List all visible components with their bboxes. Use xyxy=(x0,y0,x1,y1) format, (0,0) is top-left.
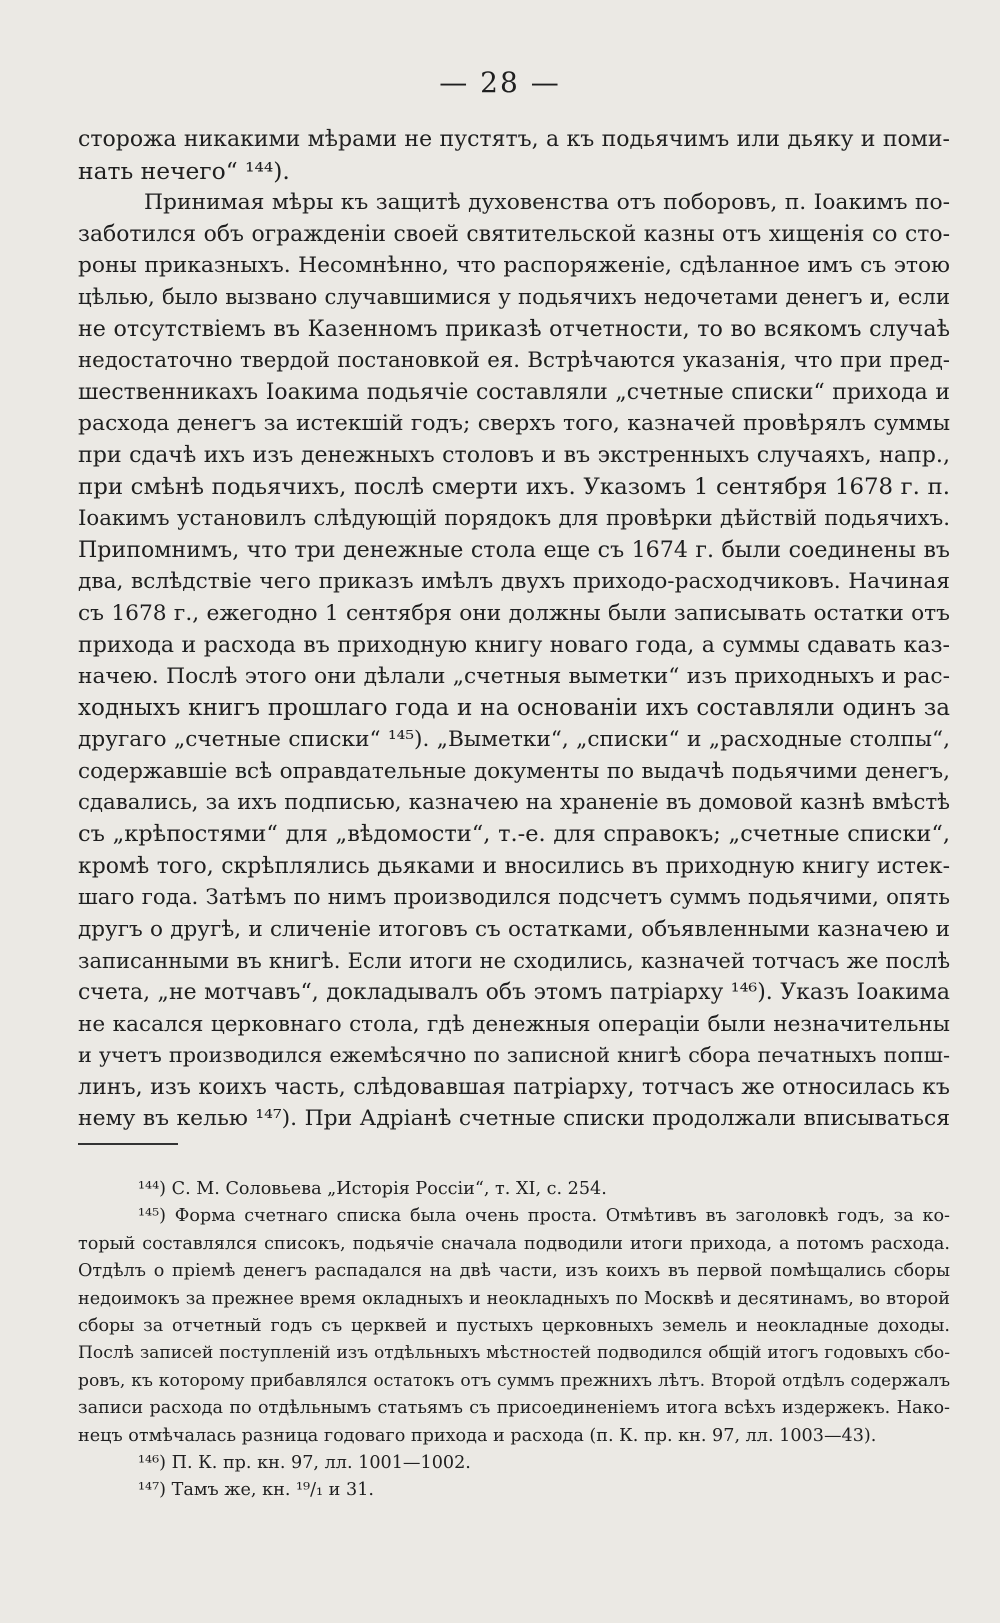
text-line: два, вслѣдствіе чего приказъ имѣлъ двухъ приходо-расходчиковъ. Начиная xyxy=(78,569,950,595)
main-text xyxy=(78,124,950,1135)
text-line: и учетъ производился ежемѣсячно по записной книгѣ сбора печатныхъ попш- xyxy=(78,1043,950,1068)
footnote-line: ¹⁴⁵) Форма счетнаго списка была очень проста. Отмѣтивъ въ заголовкѣ годъ, за ко- xyxy=(138,1206,950,1227)
text-line: съ „крѣпостями“ для „вѣдомости“, т.-е. для справокъ; „счетные списки“, xyxy=(78,821,950,848)
text-line: роны приказныхъ. Несомнѣнно, что распоряженіе, сдѣланное имъ съ этою xyxy=(78,253,950,279)
text-line: прихода и расхода въ приходную книгу новаго года, а суммы сдавать каз- xyxy=(78,631,950,658)
footnote-line: нецъ отмѣчалась разница годоваго прихода и расхода (п. К. пр. кн. 97, лл. 1003—43). xyxy=(78,1425,877,1446)
text-line: Припомнимъ, что три денежные стола еще съ 1674 г. были соединены въ xyxy=(78,536,950,563)
text-line: начею. Послѣ этого они дѣлали „счетныя выметки“ изъ приходныхъ и рас- xyxy=(78,664,950,690)
text-line: шественникахъ Іоакима подьячіе составляли „счетные списки“ прихода и xyxy=(78,379,950,405)
text-line: шаго года. Затѣмъ по нимъ производился подсчетъ суммъ подьячими, опять xyxy=(78,885,950,911)
text-line: не отсутствіемъ въ Казенномъ приказѣ отчетности, то во всякомъ случаѣ xyxy=(78,315,950,342)
text-line: недостаточно твердой постановкой ея. Встрѣчаются указанія, что при пред- xyxy=(78,348,950,374)
text-line: другъ о другѣ, и сличеніе итоговъ съ остатками, объявленными казначею и xyxy=(78,916,950,942)
text-line: при смѣнѣ подьячихъ, послѣ смерти ихъ. Указомъ 1 сентября 1678 г. п. xyxy=(78,473,950,500)
text-line: нему въ келью ¹⁴⁷). При Адріанѣ счетные списки продолжали вписываться xyxy=(78,1106,950,1132)
text-line: не касался церковнаго стола, гдѣ денежныя операціи были незначительны xyxy=(78,1011,950,1037)
text-line: Іоакимъ установилъ слѣдующій порядокъ для провѣрки дѣйствій подьячихъ. xyxy=(78,506,950,532)
text-line: съ 1678 г., ежегодно 1 сентября они должны были записывать остатки отъ xyxy=(78,600,950,626)
footnote-line: недоимокъ за прежнее время окладныхъ и неокладныхъ по Москвѣ и десятинамъ, во второй xyxy=(78,1288,950,1309)
text-line: кромѣ того, скрѣплялись дьяками и вносились въ приходную книгу истек- xyxy=(78,853,950,879)
footnote-line: торый составлялся списокъ, подьячіе сначала подводили итоги прихода, а потомъ расхода. xyxy=(78,1233,950,1254)
footnotes xyxy=(78,1176,950,1505)
footnote-line: сборы за отчетный годъ съ церквей и пустыхъ церковныхъ земель и неокладные доходы. xyxy=(78,1316,950,1337)
text-line: при сдачѣ ихъ изъ денежныхъ столовъ и въ экстренныхъ случаяхъ, напр., xyxy=(78,441,950,468)
footnote-line: Послѣ записей поступленій изъ отдѣльныхъ мѣстностей подводился общій итогъ годовыхъ сбо- xyxy=(78,1343,950,1364)
text-line: содержавшіе всѣ оправдательные документы по выдачѣ подьячими денегъ, xyxy=(78,758,950,784)
text-line: ходныхъ книгъ прошлаго года и на основаніи ихъ составляли одинъ за xyxy=(78,694,950,721)
text-line: записанными въ книгѣ. Если итоги не сходились, казначей тотчасъ же послѣ xyxy=(78,948,950,974)
text-line: другаго „счетные списки“ ¹⁴⁵). „Выметки“, „списки“ и „расходные столпы“, xyxy=(78,727,950,753)
page-number: — 28 — xyxy=(439,66,561,99)
text-line: цѣлью, было вызвано случавшимися у подьячихъ недочетами денегъ и, если xyxy=(78,284,950,310)
footnote-separator xyxy=(78,1143,178,1145)
footnote-line: ровъ, къ которому прибавлялся остатокъ отъ суммъ прежнихъ лѣтъ. Второй отдѣлъ содержалъ xyxy=(78,1370,950,1391)
text-line: заботился объ огражденіи своей святительской казны отъ хищенія со сто- xyxy=(78,221,950,247)
footnote-line: ¹⁴⁷) Тамъ же, кн. ¹⁹/₁ и 31. xyxy=(138,1480,374,1501)
text-line: счета, „не мотчавъ“, докладывалъ объ этомъ патріарху ¹⁴⁶). Указъ Іоакима xyxy=(78,980,950,1006)
text-line: сторожа никакими мѣрами не пустятъ, а къ подьячимъ или дьяку и поми- xyxy=(78,127,950,152)
footnote-line: ¹⁴⁶) П. К. пр. кн. 97, лл. 1001—1002. xyxy=(138,1453,471,1474)
text-line: линъ, изъ коихъ часть, слѣдовавшая патріарху, тотчасъ же относилась къ xyxy=(78,1073,950,1100)
footnote-line: ¹⁴⁴) С. М. Соловьева „Исторія Россіи“, т. XI, с. 254. xyxy=(138,1179,607,1199)
text-line: сдавались, за ихъ подписью, казначею на храненіе въ домовой казнѣ вмѣстѣ xyxy=(78,790,950,816)
text-line: расхода денегъ за истекшій годъ; сверхъ того, казначей провѣрялъ суммы xyxy=(78,411,950,437)
text-line: Принимая мѣры къ защитѣ духовенства отъ поборовъ, п. Іоакимъ по- xyxy=(144,190,950,216)
footnote-line: записи расхода по отдѣльнымъ статьямъ съ присоединеніемъ итога всѣхъ издержекъ. Нако- xyxy=(78,1398,950,1419)
footnote-line: Отдѣлъ о пріемѣ денегъ распадался на двѣ части, изъ коихъ въ первой помѣщались сборы xyxy=(78,1261,950,1282)
text-line: нать нечего“ ¹⁴⁴). xyxy=(78,156,290,185)
